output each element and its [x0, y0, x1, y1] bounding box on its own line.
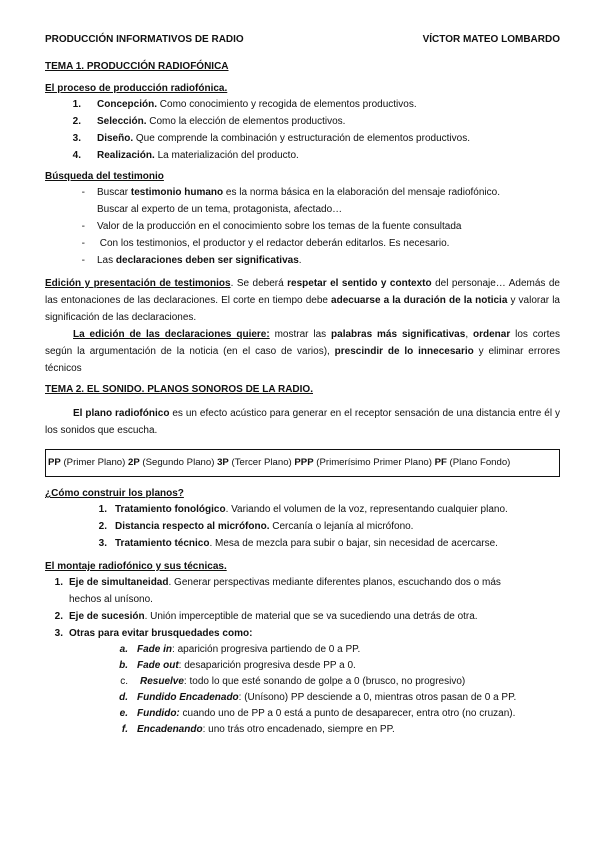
tema2-title: TEMA 2. EL SONIDO. PLANOS SONOROS DE LA RADIO. — [45, 384, 313, 395]
list-item: 3. Diseño. Que comprende la combinación y estructuración de elementos productivos. — [72, 133, 470, 144]
edicion-quiere-paragraph: La edición de las declaraciones quiere: mostrar las palabras más significativas, ordenar los cortes según la argumentación de la noticia (en el caso de varios), prescindir de lo innecesario y eliminar errores técnicos — [45, 329, 560, 374]
list-item: 2. Eje de sucesión . Unión imperceptible de material que se va sucediendo una detrás de otra. — [54, 611, 478, 622]
list-item: b. Fade out : desaparición progresiva desde PP a 0. — [119, 660, 356, 671]
proceso-title: El proceso de producción radiofónica. — [45, 83, 228, 94]
list-item: f. Encadenando : uno trás otro encadenado, siempre en PP. — [121, 724, 395, 735]
busqueda-title: Búsqueda del testimonio — [45, 171, 164, 182]
list-item: - Buscar testimonio humano es la norma básica en la elaboración del mensaje radiofónico. — [45, 184, 560, 201]
dash-bullet: - — [81, 187, 85, 198]
list-item: a. Fade in : aparición progresiva partiendo de 0 a PP. — [119, 644, 361, 655]
list-item: e. Fundido: cuando uno de PP a 0 está a punto de desaparecer, entra otro (no cruzan). — [119, 708, 516, 719]
dash-bullet: - — [81, 238, 85, 249]
list-item: 1. Eje de simultaneidad . Generar perspectivas mediante diferentes planos, escuchando dos o más — [54, 577, 501, 588]
montaje-list — [45, 574, 560, 642]
list-item: 3. Otras para evitar brusquedades como: — [54, 628, 253, 639]
list-item: - Con los testimonios, el productor y el redactor deberán editarlos. Es necesario. — [45, 235, 560, 252]
transiciones-list — [45, 642, 560, 738]
list-item: 1. Tratamiento fonológico . Variando el volumen de la voz, representando cualquier plano. — [98, 504, 508, 515]
busqueda-list — [45, 184, 560, 269]
list-item: - Valor de la producción en el conocimiento sobre los temas de la fuente consultada — [45, 218, 560, 235]
list-item: 3. Tratamiento técnico . Mesa de mezcla para subir o bajar, sin necesidad de acercarse. — [98, 538, 498, 549]
page-header — [45, 34, 560, 48]
edicion-paragraph: Edición y presentación de testimonios. Se deberá respetar el sentido y contexto del personaje… Además de las entonaciones de las declaraciones. El corte en tiempo debe adecuarse a la duración de la noticia y valorar la significación de las declaraciones. — [45, 278, 560, 323]
proceso-list — [45, 96, 560, 164]
list-item: 4. Realización. La materialización del producto. — [72, 150, 299, 161]
list-item: - Las declaraciones deben ser significativas. — [45, 252, 560, 269]
montaje-title: El montaje radiofónico y sus técnicas. — [45, 561, 227, 572]
dash-bullet: - — [81, 221, 85, 232]
list-item: 2. Distancia respecto al micrófono. Cercanía o lejanía al micrófono. — [98, 521, 414, 532]
plano-definition: El plano radiofónico es un efecto acústico para generar en el receptor sensación de una distancia entre él y los sonidos que escucha. — [45, 408, 560, 436]
header-course-title: PRODUCCIÓN INFORMATIVOS DE RADIO — [45, 34, 244, 45]
list-item-continuation: hechos al unísono. — [69, 594, 153, 605]
list-item: 2. Selección. Como la elección de elementos productivos. — [72, 116, 346, 127]
construir-list — [45, 501, 560, 552]
header-author: VÍCTOR MATEO LOMBARDO — [422, 34, 560, 45]
document-page — [45, 34, 560, 738]
list-item: c. Resuelve : todo lo que esté sonando de golpe a 0 (brusco, no progresivo) — [120, 676, 466, 687]
list-item: 1. Concepción. Como conocimiento y recogida de elementos productivos. — [72, 99, 417, 110]
planos-box: PP (Primer Plano) 2P (Segundo Plano) 3P (Tercer Plano) PPP (Primerísimo Primer Plano) PF (Plano Fondo) — [45, 449, 560, 477]
dash-bullet: - — [81, 255, 85, 266]
list-item-continuation: Buscar al experto de un tema, protagonista, afectado… — [97, 204, 343, 215]
construir-title: ¿Cómo construir los planos? — [45, 488, 184, 499]
tema1-title: TEMA 1. PRODUCCIÓN RADIOFÓNICA — [45, 61, 229, 72]
list-item: d. Fundido Encadenado : (Unísono) PP desciende a 0, mientras otros pasan de 0 a PP. — [119, 692, 517, 703]
